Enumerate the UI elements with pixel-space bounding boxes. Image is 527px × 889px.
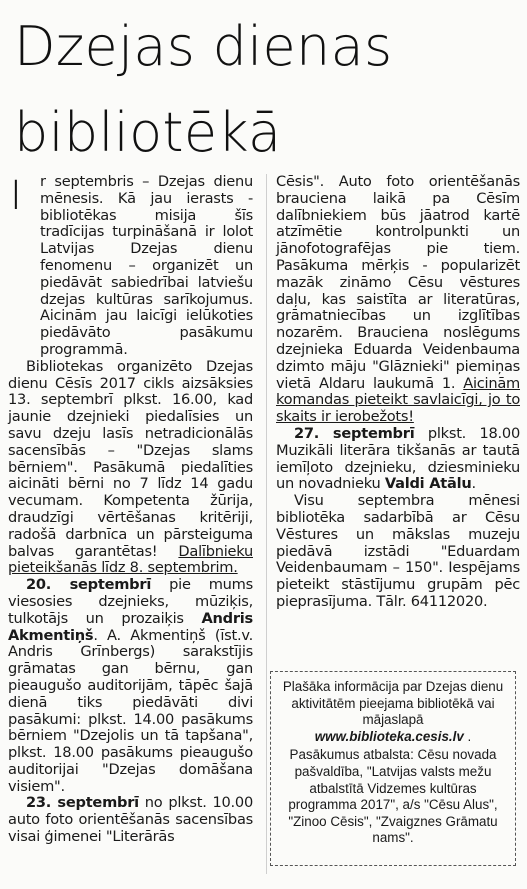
team-registration-note: Aicinām komandas pieteikt savlaicīgi, jo to skaits ir ierobežots! xyxy=(276,374,520,426)
website-line xyxy=(279,729,507,746)
guest-name-atals: Valdi Atālu xyxy=(384,475,472,493)
left-column xyxy=(8,174,253,846)
akmentins-paragraph xyxy=(8,577,253,795)
sponsors-text: Pasākumus atbalsta: Cēsu novada pašvaldība, "Latvijas valsts mežu atbalstītā Vidzemes kultūras programma 2017", a/s "Cēsu Alus", "Zinoo Cēsis", "Zvaigznes Grāmatu nams". xyxy=(288,747,498,846)
intro-paragraph xyxy=(40,174,253,359)
intro-text: r septembris – Dzejas dienu mēnesis. Kā jau ierasts - bibliotēkas misija šīs tradīcijas turpināšanā ir lolot Latvijas Dzejas dienu fenomenu – organizēt un piedāvāt sabiedrībai latviešu dzejas kultūras sarīkojumus. Aicinām jau laicīgi ielūkoties piedāvāto pasākumu programmā. xyxy=(40,173,253,358)
website-suffix: . xyxy=(463,728,472,744)
akmentins-text-a: pie mums viesosies dzejnieks, mūziķis, tulkotājs un prozaiķis xyxy=(8,576,253,627)
event-date-23: 23. septembrī xyxy=(26,794,139,812)
atals-paragraph xyxy=(276,426,520,493)
right-column xyxy=(276,174,520,611)
column-divider xyxy=(266,174,267,874)
drop-cap: I xyxy=(10,173,22,219)
slam-text: Bibliotekas organizēto Dzejas dienu Cēsīs 2017 cikls aizsāksies 13. septembrī plkst. 16.00, kad jaunie dzejnieki piedalīsies un savu dzeju lasīs netradicionālās sacensībās – "Dzejas slams bērniem". Pasākumā piedalīties aicināti bērni no 7 līdz 14 gadu vecumam. Kompetenta žūrija, draudzīgi vērtēšanas kritēriji, radošā darbnīca un pārsteiguma balvas garantētas! xyxy=(8,357,253,560)
atals-text-a: plkst. 18.00 Muzikāli literāra tikšanās ar tautā iemīļoto dzejnieku, dziesminieku un novadnieku xyxy=(276,424,520,493)
slam-paragraph xyxy=(8,359,253,577)
info-box xyxy=(270,671,516,866)
atals-text-b: . xyxy=(471,475,476,493)
orienteering-continued-text: Cēsis". Auto foto orientēšanās brauciena laikā pa Cēsīm dalībniekiem būs jāatrod kartē atzīmētie kontrolpunkti un jānofotografējas pie tiem. Pasākuma mērķis - popularizēt mazāk zināmo Cēsu vēstures daļu, kas saistīta ar literatūras, grāmatniecības un izglītības nozarēm. Brauciena noslēgums dzejnieka Eduarda Veidenbauma dzimto māju "Glāznieki" piemiņas vietā Aldaru laukumā 1. xyxy=(276,173,520,392)
website-link[interactable]: www.biblioteka.cesis.lv xyxy=(314,728,464,744)
article-headline: Dzejas dienas bibliotēkā xyxy=(14,15,393,164)
exhibition-paragraph: Visu septembra mēnesi bibliotēka sadarbībā ar Cēsu Vēstures un mākslas muzeju piedāvā izstādi "Eduardam Veidenbaumam – 150". Iespējams pieteikt stāstījumu grupām pēc pieprasījuma. Tālr. 64112020. xyxy=(276,492,520,610)
guest-name-akmentins: Andris Akmentiņš xyxy=(8,609,253,644)
event-date-20: 20. septembrī xyxy=(26,576,152,594)
event-date-27: 27. septembrī xyxy=(294,424,415,442)
info-text: Plašāka informācija par Dzejas dienu aktivitātēm pieejama bibliotēkā vai mājaslapā xyxy=(282,679,504,728)
orienteering-continued xyxy=(276,174,520,426)
akmentins-text-b: . A. Akmentiņš (īst.v. Andris Grīnbergs) sarakstījis grāmatas gan bērnu, gan pieaugušo auditorijām, tāpēc šajā dienā tiks piedāvāti divi pasākumi: plkst. 14.00 pasākums bērniem "Dzejolis un tā tapšana", plkst. 18.00 pasākums pieaugušo auditorijai "Dzejas domāšana visiem". xyxy=(8,626,253,795)
orienteering-paragraph xyxy=(8,795,253,845)
registration-deadline: Dalībnieku pieteikšanās līdz 8. septembrim. xyxy=(8,542,253,577)
orienteering-text: no plkst. 10.00 auto foto orientēšanās sacensības visai ģimenei "Literārās xyxy=(8,794,253,846)
